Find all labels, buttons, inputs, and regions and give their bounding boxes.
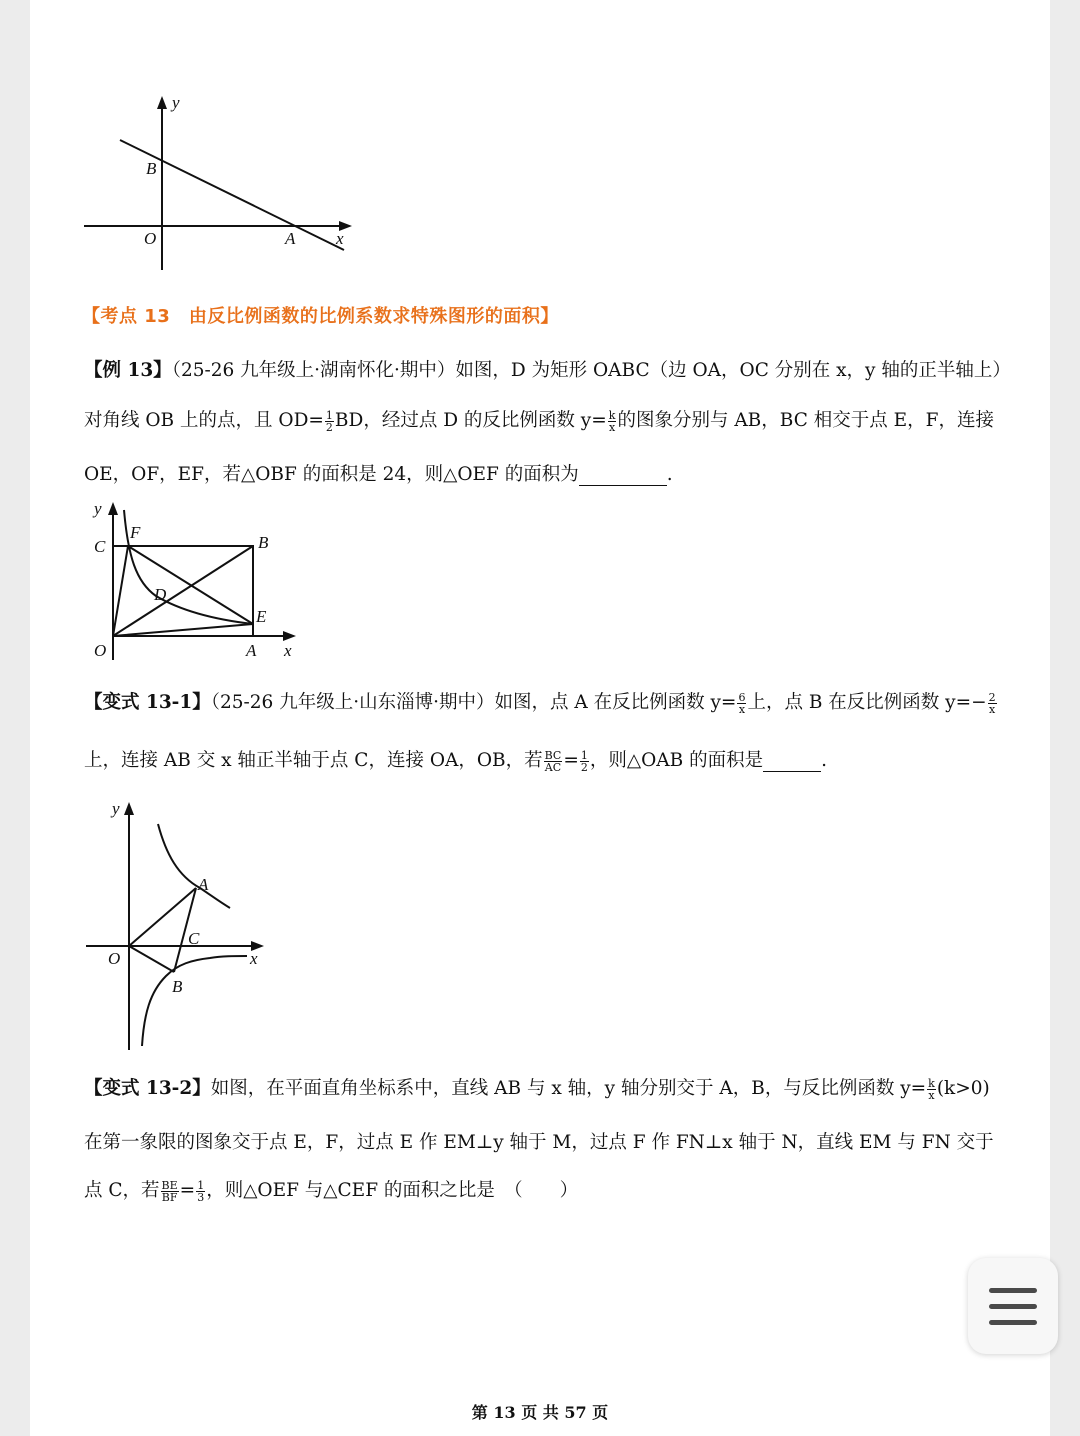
- svg-text:O: O: [144, 229, 157, 248]
- menu-bar: [989, 1304, 1037, 1309]
- fraction: $\frac{BC}{AC}$: [544, 748, 562, 774]
- section-heading: 【考点 13 由反比例函数的比例系数求特殊图形的面积】: [82, 306, 559, 327]
- svg-text:C: C: [188, 929, 200, 948]
- fraction: $\frac{k}{x}$: [608, 408, 616, 434]
- figure-rectangle-graph: [88, 496, 308, 666]
- svg-text:B: B: [146, 159, 157, 178]
- menu-bar: [989, 1288, 1037, 1293]
- page-number: 第 13 页 共 57 页: [471, 1403, 609, 1422]
- variant-13-2-line-3: 点 C，若 $\frac{BE}{BF}$ = $\frac{1}{3}$ ，则△OEF 与△CEF 的面积之比是 （ ）: [84, 1178, 579, 1204]
- svg-text:A: A: [246, 641, 257, 660]
- figure-hyperbola-graph: [82, 796, 282, 1056]
- svg-text:D: D: [154, 585, 167, 604]
- svg-text:B: B: [172, 977, 183, 996]
- svg-text:x: x: [284, 641, 292, 660]
- svg-text:O: O: [94, 641, 107, 660]
- svg-text:B: B: [258, 533, 269, 552]
- svg-text:F: F: [130, 523, 141, 542]
- svg-text:y: y: [112, 799, 120, 818]
- example-13-line-1: 【例 13】（25-26 九年级上·湖南怀化·期中）如图，D 为矩形 OABC（边 OA，OC 分别在 x，y 轴的正半轴上）: [84, 360, 1011, 381]
- menu-bar: [989, 1320, 1037, 1325]
- answer-blank[interactable]: [579, 464, 667, 486]
- example-13-line-3: OE，OF，EF，若△OBF 的面积是 24，则△OEF 的面积为 .: [84, 464, 673, 485]
- variant-tag: 【变式 13-1】: [84, 692, 211, 713]
- figure-line-graph: [80, 92, 370, 277]
- fraction: $\frac{1}{2}$: [580, 748, 588, 774]
- fraction: $\frac{1}{2}$: [325, 408, 333, 434]
- svg-text:y: y: [94, 499, 102, 518]
- svg-text:E: E: [256, 607, 267, 626]
- fraction: $\frac{1}{3}$: [197, 1178, 205, 1204]
- variant-tag: 【变式 13-2】: [84, 1078, 211, 1099]
- svg-text:y: y: [172, 93, 180, 112]
- svg-text:O: O: [108, 949, 121, 968]
- fraction: $\frac{BE}{BF}$: [161, 1178, 178, 1204]
- fraction: $\frac{k}{x}$: [928, 1076, 935, 1102]
- variant-13-2-line-2: 在第一象限的图象交于点 E，F，过点 E 作 EM⊥y 轴于 M，过点 F 作 FN⊥x 轴于 N，直线 EM 与 FN 交于: [84, 1132, 994, 1153]
- example-tag: 【例 13】: [84, 360, 172, 381]
- fraction: $\frac{2}{x}$: [988, 690, 996, 716]
- example-13-line-2: 对角线 OB 上的点，且 OD= $\frac{1}{2}$ BD，经过点 D 的反比例函数 y= $\frac{k}{x}$ 的图象分别与 AB，BC 相交于点 E，F，连接: [84, 408, 994, 434]
- svg-text:C: C: [94, 537, 106, 556]
- variant-13-2-line-1: 【变式 13-2】如图，在平面直角坐标系中，直线 AB 与 x 轴，y 轴分别交于 A，B，与反比例函数 y= $\frac{k}{x}$ (k>0): [84, 1076, 990, 1102]
- variant-13-1-line-1: 【变式 13-1】（25-26 九年级上·山东淄博·期中）如图，点 A 在反比例函数 y= $\frac{6}{x}$ 上，点 B 在反比例函数 y=− $\frac{2}{x}$: [84, 690, 996, 716]
- svg-text:x: x: [250, 949, 258, 968]
- svg-text:x: x: [336, 229, 344, 248]
- svg-text:A: A: [198, 875, 209, 894]
- svg-text:A: A: [285, 229, 296, 248]
- answer-blank[interactable]: [763, 750, 821, 772]
- fraction: $\frac{6}{x}$: [738, 690, 746, 716]
- hamburger-menu-icon[interactable]: [968, 1258, 1058, 1354]
- variant-13-1-line-2: 上，连接 AB 交 x 轴正半轴于点 C，连接 OA，OB，若 $\frac{BC}{AC}$ = $\frac{1}{2}$ ，则△OAB 的面积是 .: [84, 748, 827, 774]
